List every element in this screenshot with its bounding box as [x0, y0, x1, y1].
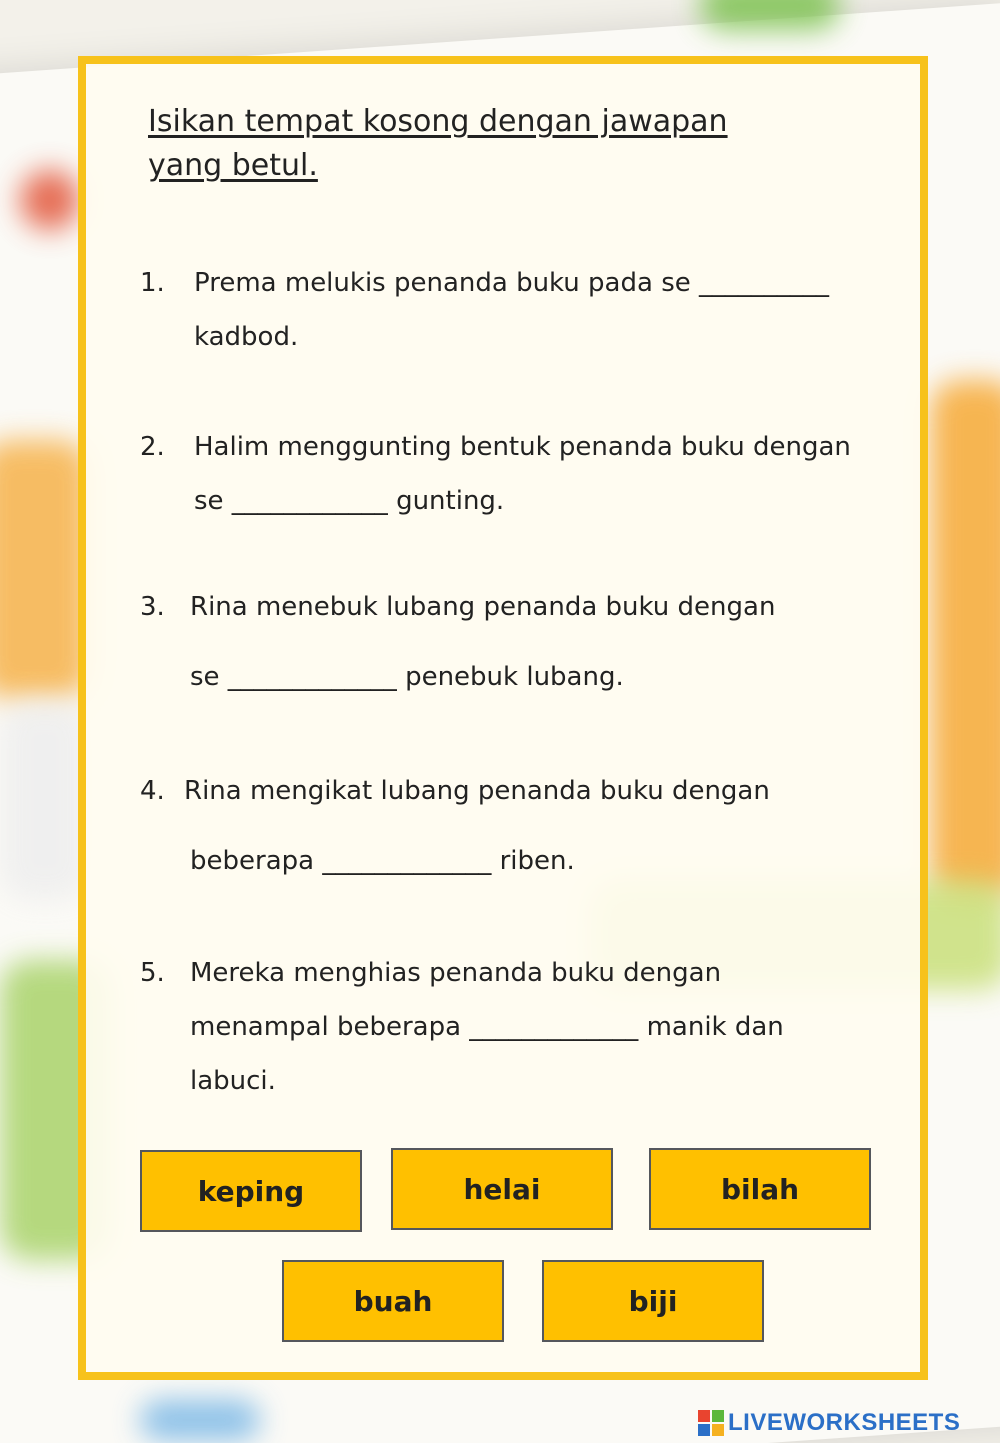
background-blob — [140, 1400, 260, 1440]
question-text: se _____________ penebuk lubang. — [190, 662, 624, 692]
background-blob — [930, 380, 1000, 900]
instruction-heading: Isikan tempat kosong dengan jawapan yang betul. — [148, 104, 728, 183]
answer-option-keping[interactable]: keping — [140, 1150, 362, 1232]
question-number: 1. — [140, 268, 165, 298]
question-text: Prema melukis penanda buku pada se __________ — [194, 268, 829, 298]
answer-option-bilah[interactable]: bilah — [649, 1148, 871, 1230]
question-text: Mereka menghias penanda buku dengan — [190, 958, 722, 988]
liveworksheets-brand — [698, 1408, 960, 1438]
liveworksheets-logo-icon — [698, 1410, 724, 1436]
question-number: 5. — [140, 958, 165, 988]
background-blob — [0, 700, 90, 900]
background-blob — [20, 170, 80, 230]
brand-text: LIVEWORKSHEETS — [728, 1409, 961, 1436]
question-text: Rina mengikat lubang penanda buku dengan — [184, 776, 770, 806]
background-blob — [700, 0, 840, 30]
question-text: kadbod. — [194, 322, 299, 352]
question-text: beberapa _____________ riben. — [190, 846, 575, 876]
question-text: se ____________ gunting. — [194, 486, 505, 516]
answer-option-buah[interactable]: buah — [282, 1260, 504, 1342]
question-number: 4. — [140, 776, 165, 806]
question-number: 3. — [140, 592, 165, 622]
answer-option-helai[interactable]: helai — [391, 1148, 613, 1230]
question-text: menampal beberapa _____________ manik dan — [190, 1012, 784, 1042]
background-blob — [0, 440, 90, 700]
question-number: 2. — [140, 432, 165, 462]
answer-option-biji[interactable]: biji — [542, 1260, 764, 1342]
question-text: Rina menebuk lubang penanda buku dengan — [190, 592, 776, 622]
question-text: Halim menggunting bentuk penanda buku dengan — [194, 432, 851, 462]
worksheet-card — [78, 56, 928, 1380]
question-text: labuci. — [190, 1066, 276, 1096]
